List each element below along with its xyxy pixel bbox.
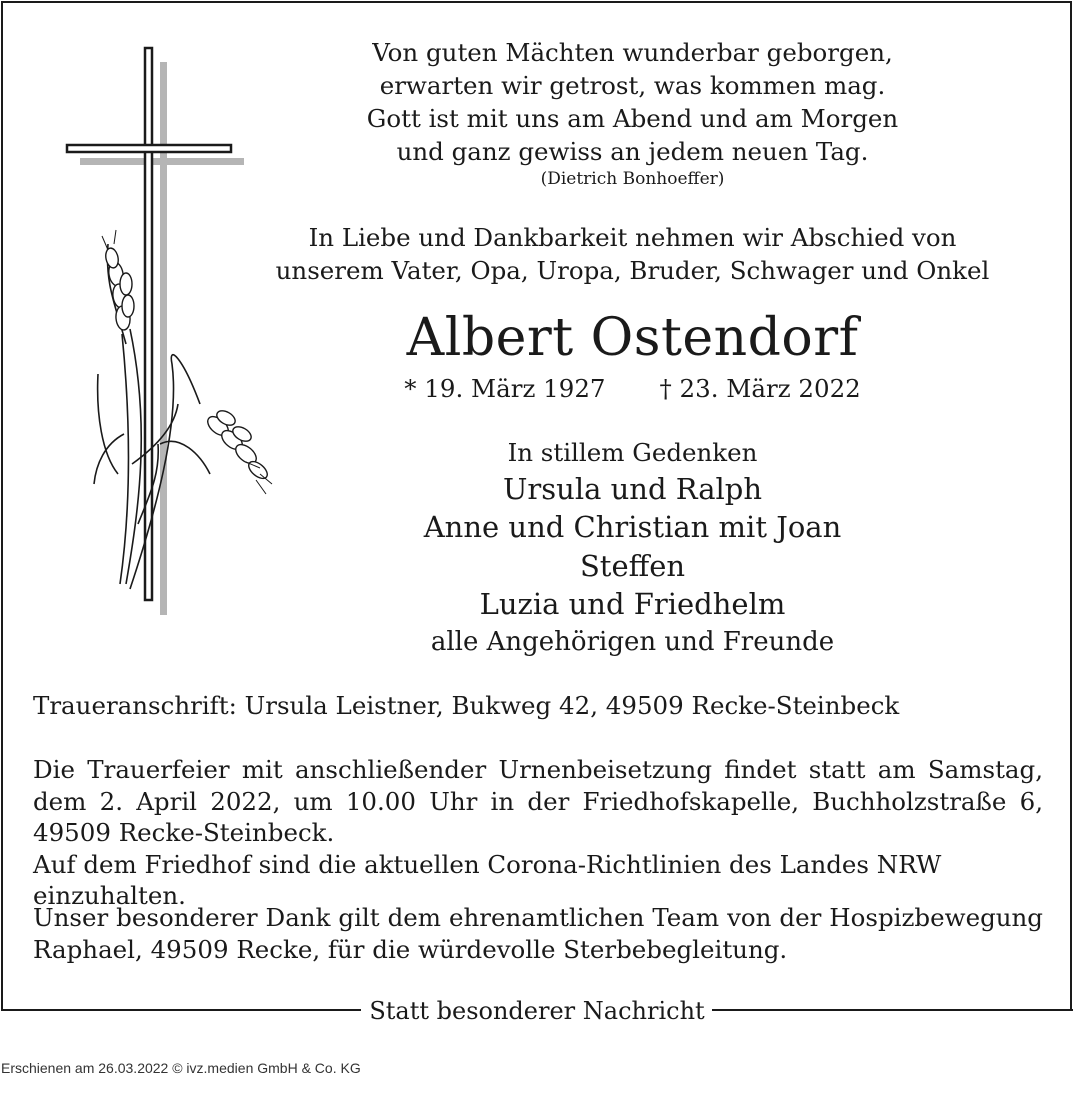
footer-rule-left bbox=[1, 1009, 361, 1011]
thanks-text: Unser besonderer Dank gilt dem ehrenamtlichen Team von der Hospizbewegung Raphael, 49509 Recke, für die würdevolle Sterbebegleitung. bbox=[33, 903, 1043, 964]
ceremony-text: Die Trauerfeier mit anschließender Urnenbeisetzung findet statt am Samstag, dem 2. April 2022, um 10.00 Uhr in der Friedhofskapelle, Buchholzstraße 6, 49509 Recke-Steinbeck. bbox=[33, 755, 1043, 847]
copyright-notice: Erschienen am 26.03.2022 © ivz.medien GmbH & Co. KG bbox=[1, 1060, 361, 1076]
mourner-others: alle Angehörigen und Freunde bbox=[430, 627, 835, 657]
mourner-family: Anne und Christian mit Joan bbox=[423, 510, 842, 544]
poem bbox=[290, 36, 975, 190]
footer-rule-right bbox=[712, 1009, 1073, 1011]
poem-source: (Dietrich Bonhoeffer) bbox=[540, 169, 725, 189]
mourning-address: Traueranschrift: Ursula Leistner, Bukweg 42, 49509 Recke-Steinbeck bbox=[33, 691, 900, 720]
birth-date: * 19. März 1927 bbox=[404, 374, 606, 403]
footer-label: Statt besonderer Nachricht bbox=[362, 996, 712, 1026]
ceremony-info bbox=[33, 754, 1043, 912]
poem-line: und ganz gewiss an jedem neuen Tag. bbox=[396, 137, 869, 166]
mourner-family: Ursula und Ralph bbox=[502, 472, 763, 506]
corona-note: Auf dem Friedhof sind die aktuellen Corona-Richtlinien des Landes NRW einzuhalten. bbox=[33, 849, 942, 910]
life-dates bbox=[290, 374, 975, 404]
death-date: † 23. März 2022 bbox=[659, 374, 861, 403]
mourner-family: Steffen bbox=[579, 549, 686, 583]
memorial-heading: In stillem Gedenken bbox=[507, 438, 758, 467]
poem-line: Von guten Mächten wunderbar geborgen, bbox=[372, 38, 893, 67]
intro-line: unserem Vater, Opa, Uropa, Bruder, Schwager und Onkel bbox=[275, 256, 990, 285]
intro-text bbox=[240, 221, 1025, 287]
deceased-name: Albert Ostendorf bbox=[406, 308, 859, 368]
cross-with-wheat-icon bbox=[60, 44, 280, 619]
poem-line: Gott ist mit uns am Abend und am Morgen bbox=[366, 104, 899, 133]
intro-line: In Liebe und Dankbarkeit nehmen wir Abschied von bbox=[308, 223, 957, 252]
poem-line: erwarten wir getrost, was kommen mag. bbox=[379, 71, 886, 100]
mourner-family: Luzia und Friedhelm bbox=[479, 587, 786, 621]
